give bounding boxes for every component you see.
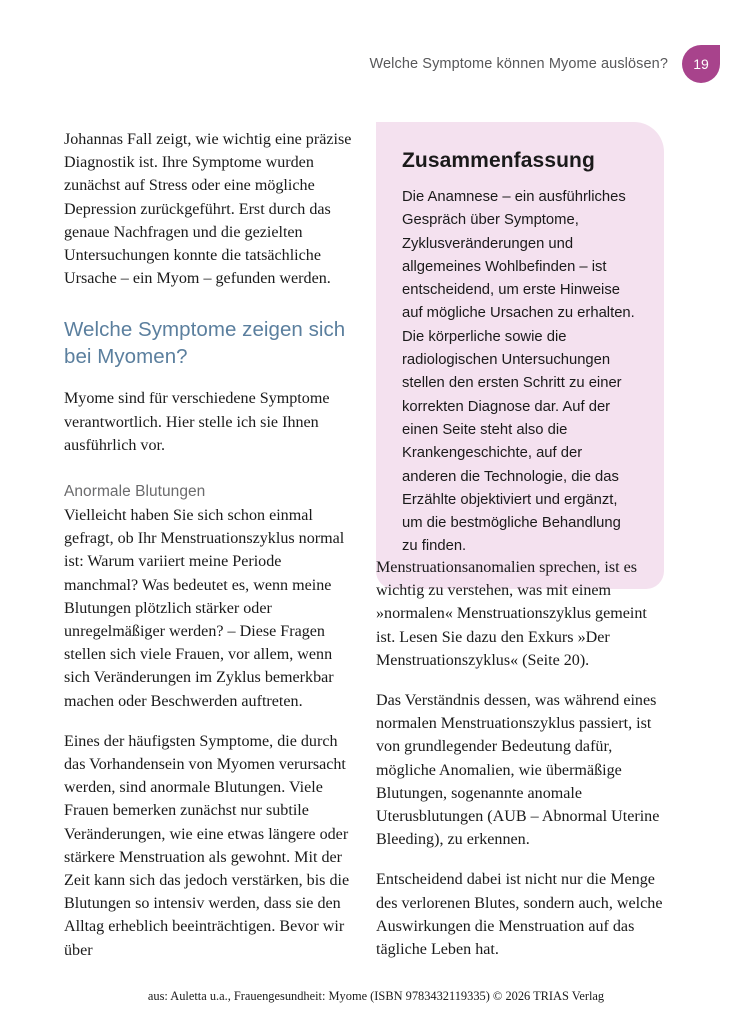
section-heading: Welche Symptome zeigen sich bei Myomen?	[64, 318, 346, 369]
body-columns	[64, 128, 688, 959]
right-paragraph-2: Das Verständnis dessen, was während eines normalen Menstruationszyklus passiert, ist von grundlegender Bedeutung dafür, mögliche Anomalien, wie übermäßige Blutungen, sogenannte anomale Uterusblutungen (AUB – Abnormal Uterine Bleeding), zu erkennen.	[376, 692, 660, 849]
page-number-badge	[682, 45, 720, 83]
left-paragraph-3: Vielleicht haben Sie sich schon einmal gefragt, ob Ihr Menstruationszyklus normal ist: Warum variiert meine Periode manchmal? Was bedeutet es, wenn meine Blutungen plötzlich stärker oder unregelmäßiger werden? – Diese Fragen stellen sich viele Frauen, vor allem, wenn sich Veränderungen im Zyklus bemerkbar machen oder Beschwerden auftreten.	[64, 507, 345, 710]
section-intro-paragraph: Myome sind für verschiedene Symptome verantwortlich. Hier stelle ich sie Ihnen ausführlich vor.	[64, 390, 330, 454]
summary-box-text: Die Anamnese – ein ausführliches Gespräch über Symptome, Zyklusveränderungen und allgemeines Wohlbefinden – ist entscheidend, um erste Hinweise auf mögliche Ursachen zu erhalten. Die körperliche sowie die radiologischen Untersuchungen stellen den ersten Schritt zu einer korrekten Diagnose dar. Auf der einen Seite steht also die Krankengeschichte, auf der anderen die Technologie, die das Erzählte objektiviert und ergänzt, um die bestmögliche Behandlung zu finden.	[402, 189, 635, 555]
running-head-title: Welche Symptome können Myome auslösen?	[369, 56, 668, 72]
left-paragraph-4: Eines der häufigsten Symptome, die durch das Vorhandensein von Myomen verursacht werden, sind anormale Blutungen. Viele Frauen bemerken zunächst nur subtile Veränderungen, wie eine etwas längere oder stärkere Menstruation als gewohnt. Mit der Zeit kann sich das jedoch verstärken, bis die Blutungen so intensiv werden, dass sie den Alltag erheblich beeinträchtigen. Bevor wir über	[64, 732, 350, 959]
right-paragraph-3: Entscheidend dabei ist nicht nur die Menge des verlorenen Blutes, sondern auch, welche Auswirkungen die Menstruation auf das tägliche Leben hat.	[376, 871, 663, 959]
right-column	[376, 556, 664, 961]
footer-credit: aus: Auletta u.a., Frauengesundheit: Myome (ISBN 9783432119335) © 2026 TRIAS Verlag	[147, 989, 605, 1003]
summary-callout-box	[376, 122, 664, 589]
subsection-heading: Anormale Blutungen	[64, 483, 206, 501]
intro-paragraph: Johannas Fall zeigt, wie wichtig eine präzise Diagnostik ist. Ihre Symptome wurden zunächst auf Stress oder eine mögliche Depression zurückgeführt. Erst durch das genaue Nachfragen und die gezielten Untersuchungen konnte die tatsächliche Ursache – ein Myom – gefunden werden.	[64, 131, 352, 288]
page-header	[0, 44, 752, 84]
right-paragraph-1: Menstruationsanomalien sprechen, ist es wichtig zu verstehen, was mit einem »normalen« Menstruationszyklus gemeint ist. Lesen Sie dazu den Exkurs »Der Menstruationszyklus« (Seite 20).	[376, 559, 647, 669]
page-number-text: 19	[693, 56, 709, 72]
left-column	[64, 128, 352, 962]
summary-box-title: Zusammenfassung	[402, 149, 595, 172]
